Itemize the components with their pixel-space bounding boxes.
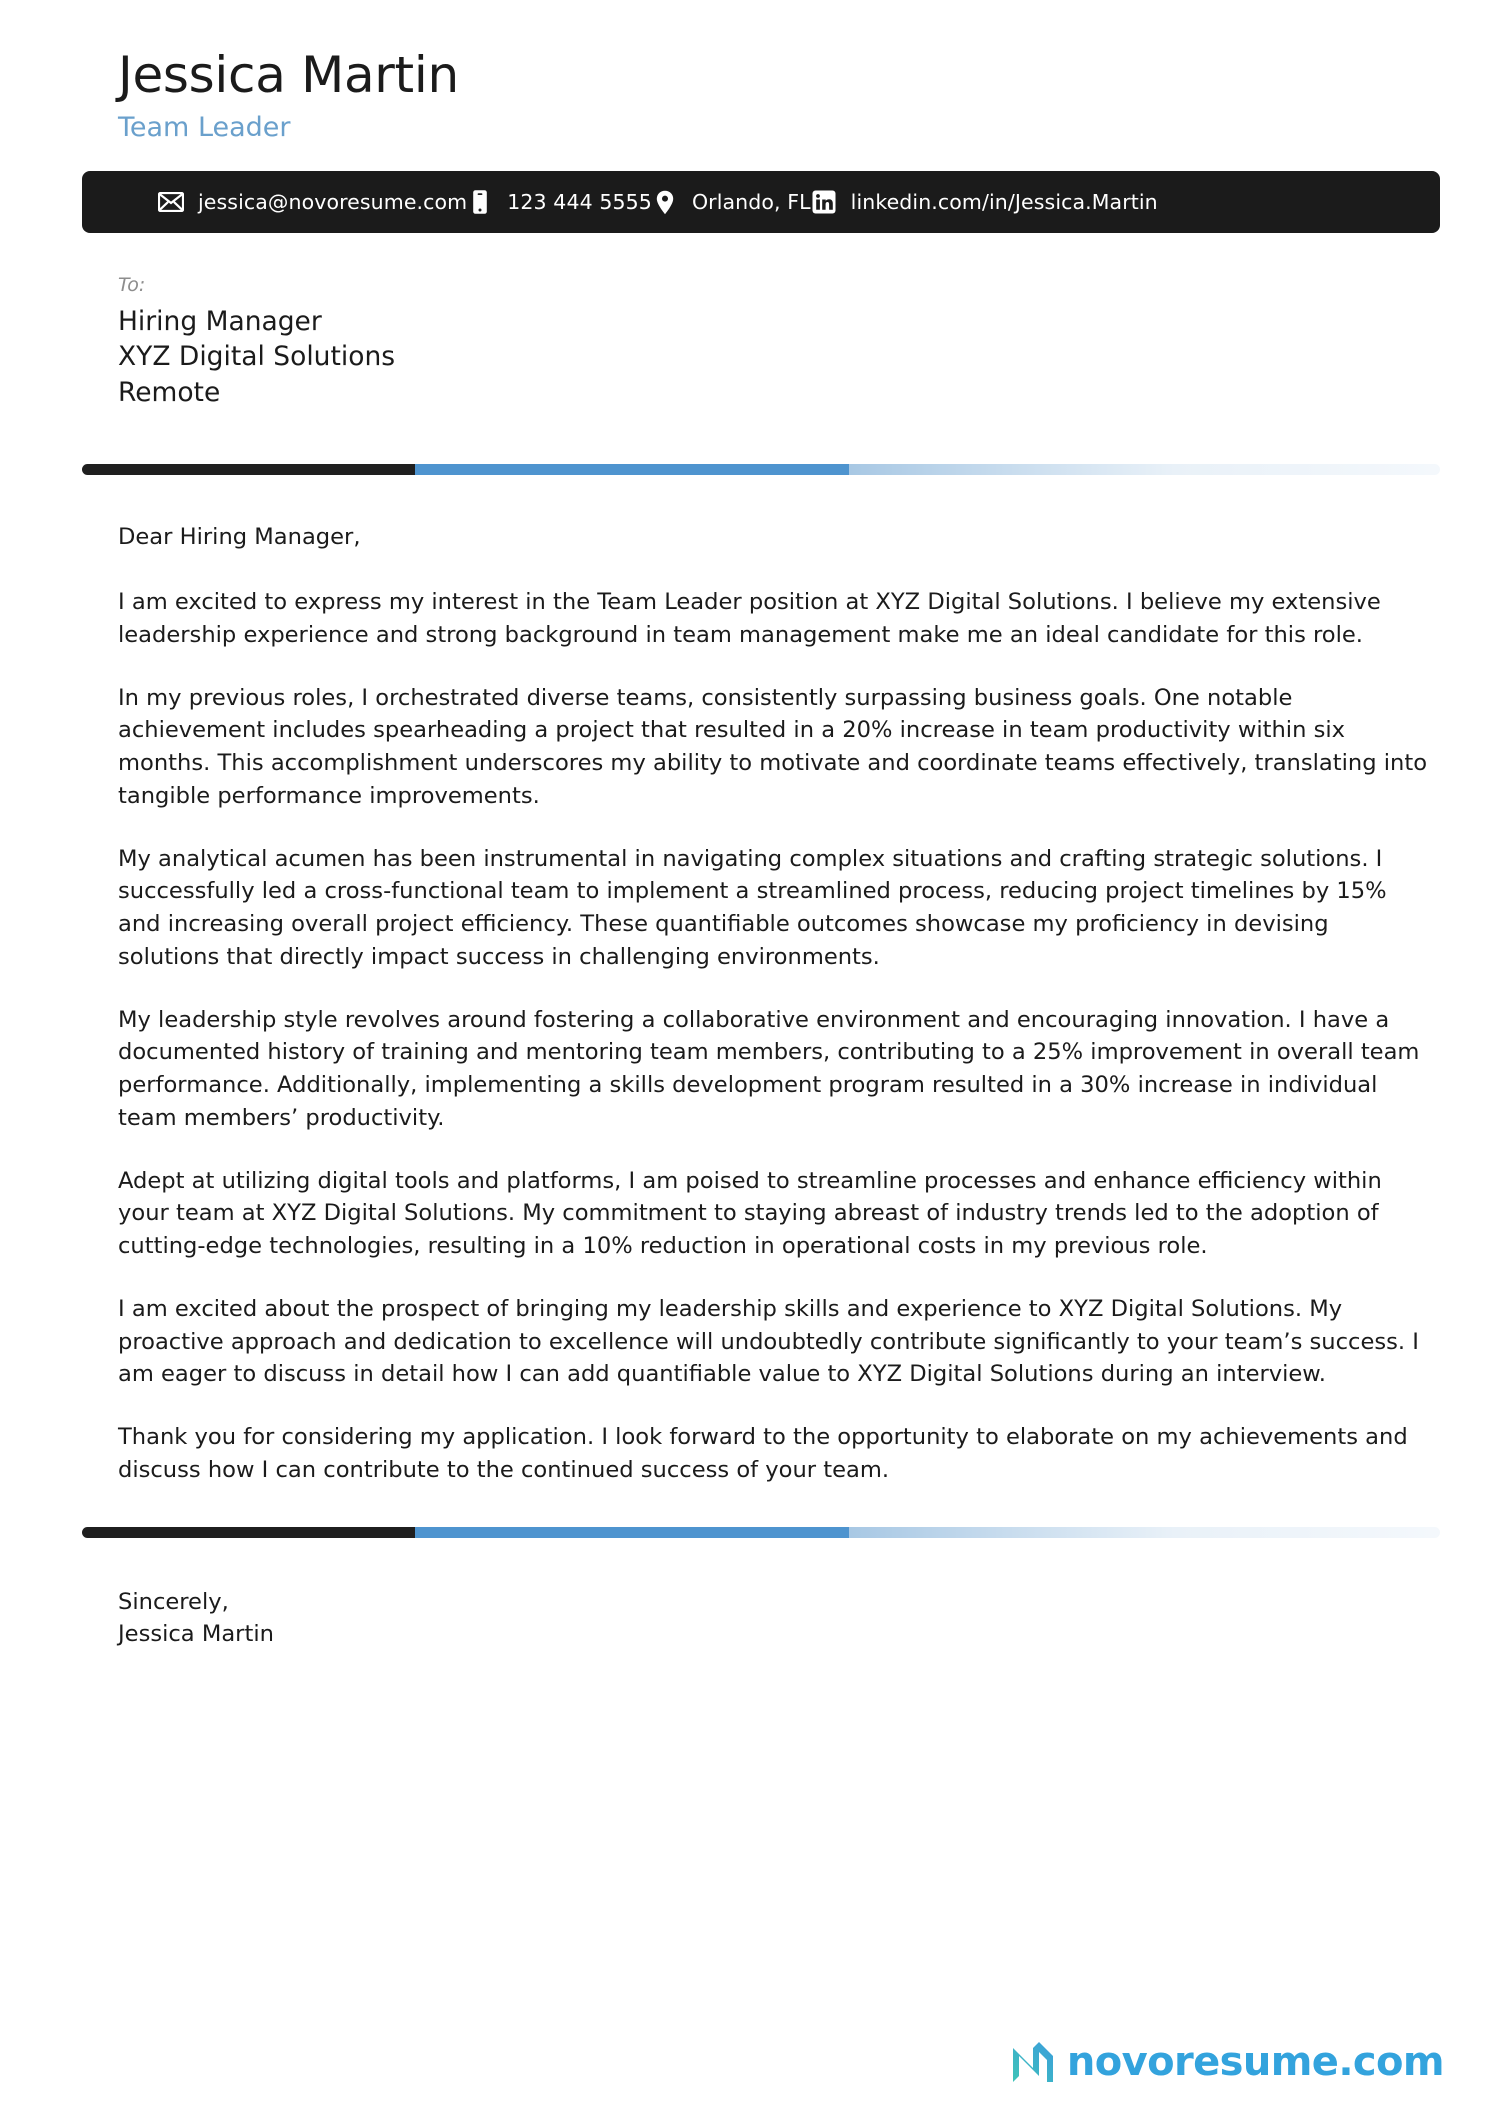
divider-segment-medium xyxy=(415,464,850,475)
letter-paragraph-7: Thank you for considering my application. I look forward to the opportunity to elaborate on my achievements and discuss how I can contribute to the continued success of your team. xyxy=(118,1424,1408,1483)
contact-email-text: jessica@novoresume.com xyxy=(198,189,468,214)
recipient-block xyxy=(118,273,1500,410)
novoresume-n-icon xyxy=(1009,2038,1057,2086)
envelope-icon xyxy=(158,189,184,215)
recipient-line-2: XYZ Digital Solutions xyxy=(118,341,396,373)
candidate-job-title: Team Leader xyxy=(118,112,291,143)
letter-header xyxy=(0,0,1500,145)
contact-linkedin-text: linkedin.com/in/Jessica.Martin xyxy=(850,189,1158,214)
candidate-name: Jessica Martin xyxy=(118,46,459,104)
letter-paragraph-6: I am excited about the prospect of bringing my leadership skills and experience to XYZ Digital Solutions. My proactive approach and dedication to excellence will undoubtedly contribute significantly to your team’s success. I am eager to discuss in detail how I can add quantifiable value to XYZ Digital Solutions during an interview. xyxy=(118,1295,1419,1388)
linkedin-icon xyxy=(811,189,837,215)
letter-paragraph-5: Adept at utilizing digital tools and platforms, I am poised to streamline processes and enhance efficiency within your team at XYZ Digital Solutions. My commitment to staying abreast of industry trends led to the adoption of cutting-edge technologies, resulting in a 10% reduction in operational costs in my previous role. xyxy=(118,1167,1382,1260)
novoresume-logo-text: novoresume.com xyxy=(1066,2039,1444,2085)
divider-segment-medium xyxy=(415,1527,850,1538)
letter-salutation: Dear Hiring Manager, xyxy=(118,524,361,551)
signature-name: Jessica Martin xyxy=(118,1621,274,1648)
contact-item-linkedin[interactable] xyxy=(811,189,1158,215)
signature-closing: Sincerely, xyxy=(118,1588,229,1615)
letter-paragraph-1: I am excited to express my interest in the Team Leader position at XYZ Digital Solutions. I believe my extensive leadership experience and strong background in team management make me an ideal candidate for this role. xyxy=(118,589,1381,648)
signature-block xyxy=(118,1586,1432,1652)
divider-segment-dark xyxy=(82,464,415,475)
letter-body xyxy=(118,521,1432,1486)
to-label: To: xyxy=(118,274,146,297)
location-pin-icon xyxy=(652,189,678,215)
novoresume-logo[interactable] xyxy=(1009,2038,1444,2086)
divider-segment-light xyxy=(849,464,1440,475)
recipient-line-1: Hiring Manager xyxy=(118,305,322,337)
contact-bar xyxy=(82,171,1440,233)
letter-paragraph-2: In my previous roles, I orchestrated diverse teams, consistently surpassing business goals. One notable achievement includes spearheading a project that resulted in a 20% increase in team productivity within six months. This accomplishment underscores my ability to motivate and coordinate teams effectively, translating into tangible performance improvements. xyxy=(118,684,1428,809)
contact-phone-text: 123 444 5555 xyxy=(507,189,652,214)
letter-paragraph-4: My leadership style revolves around fostering a collaborative environment and encouraging innovation. I have a documented history of training and mentoring team members, contributing to a 25% improvement in overall team performance. Additionally, implementing a skills development program resulted in a 30% increase in individual team members’ productivity. xyxy=(118,1006,1420,1131)
recipient-line-3: Remote xyxy=(118,376,221,408)
letter-paragraph-3: My analytical acumen has been instrumental in navigating complex situations and crafting strategic solutions. I successfully led a cross-functional team to implement a streamlined process, reducing project timelines by 15% and increasing overall project efficiency. These quantifiable outcomes showcase my proficiency in devising solutions that directly impact success in challenging environments. xyxy=(118,845,1387,970)
contact-item-location[interactable] xyxy=(652,189,811,215)
divider-segment-light xyxy=(849,1527,1440,1538)
divider-segment-dark xyxy=(82,1527,415,1538)
divider-top xyxy=(82,464,1440,475)
phone-icon xyxy=(467,189,493,215)
contact-location-text: Orlando, FL xyxy=(691,189,811,214)
contact-item-phone[interactable] xyxy=(467,189,652,215)
contact-item-email[interactable] xyxy=(158,189,467,215)
divider-bottom xyxy=(82,1527,1440,1538)
